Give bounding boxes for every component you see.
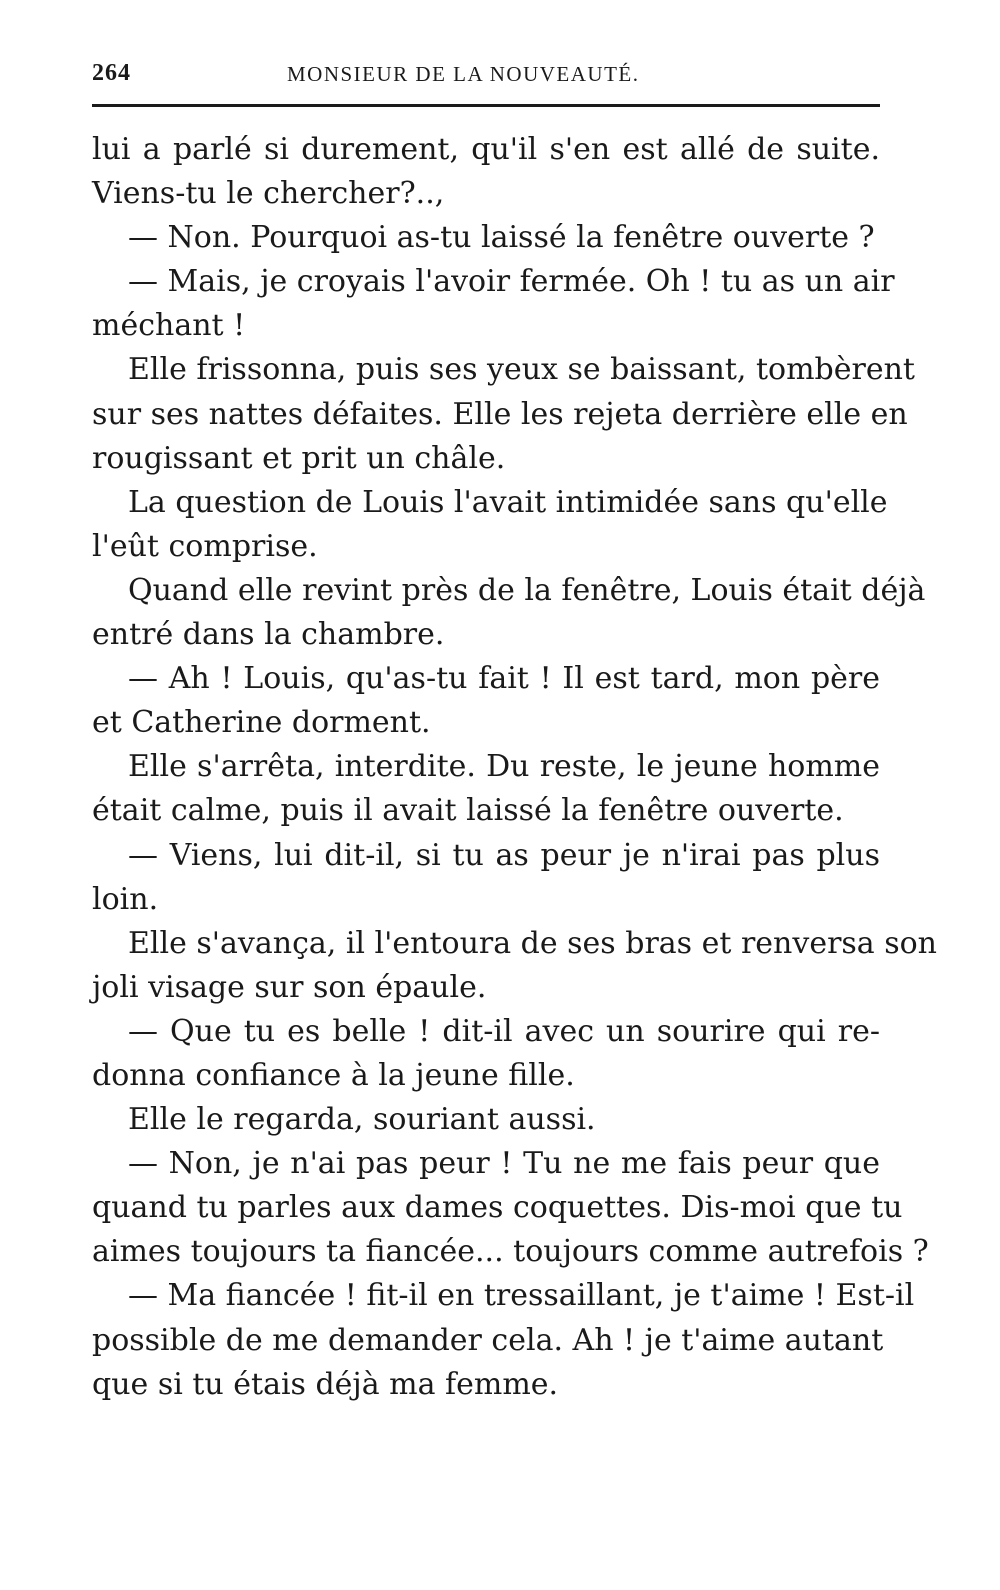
text-body bbox=[92, 128, 938, 1407]
text-line: Elle le regarda, souriant aussi. bbox=[128, 1102, 596, 1138]
text-line: — Ma fiancée ! fit-il en tressaillant, je t'aime ! Est-il bbox=[128, 1278, 915, 1314]
text-line: Quand elle revint près de la fenêtre, Louis était déjà bbox=[128, 572, 926, 608]
text-line: entré dans la chambre. bbox=[92, 617, 445, 653]
text-line: — Ah ! Louis, qu'as-tu fait ! Il est tard, mon père bbox=[128, 661, 880, 697]
text-line: quand tu parles aux dames coquettes. Dis-moi que tu bbox=[92, 1190, 903, 1226]
text-line: loin. bbox=[92, 881, 159, 917]
text-line: joli visage sur son épaule. bbox=[92, 969, 487, 1005]
text-line: Elle frissonna, puis ses yeux se baissant, tombèrent bbox=[128, 352, 915, 388]
text-line: — Viens, lui dit-il, si tu as peur je n'irai pas plus bbox=[128, 837, 880, 873]
text-line: et Catherine dorment. bbox=[92, 705, 431, 741]
page-number: 264 bbox=[92, 60, 131, 86]
text-line: lui a parlé si durement, qu'il s'en est allé de suite. bbox=[92, 132, 880, 167]
text-line: sur ses nattes défaites. Elle les rejeta derrière elle en bbox=[92, 396, 908, 432]
text-line: Elle s'arrêta, interdite. Du reste, le jeune homme bbox=[128, 749, 880, 785]
header-rule bbox=[92, 104, 880, 107]
text-line: que si tu étais déjà ma femme. bbox=[92, 1366, 559, 1402]
text-line: — Non, je n'ai pas peur ! Tu ne me fais peur que bbox=[128, 1146, 880, 1182]
text-line: — Non. Pourquoi as-tu laissé la fenêtre ouverte ? bbox=[128, 220, 875, 256]
text-line: Viens-tu le chercher?.., bbox=[92, 176, 445, 212]
text-line: Elle s'avança, il l'entoura de ses bras et renversa son bbox=[128, 925, 938, 961]
text-line: — Que tu es belle ! dit-il avec un sourire qui re- bbox=[128, 1013, 880, 1049]
page-header bbox=[92, 60, 880, 90]
text-line: donna confiance à la jeune fille. bbox=[92, 1057, 575, 1093]
text-line: rougissant et prit un châle. bbox=[92, 440, 506, 476]
text-line: aimes toujours ta fiancée... toujours comme autrefois ? bbox=[92, 1234, 929, 1270]
text-line: méchant ! bbox=[92, 308, 246, 344]
text-line: La question de Louis l'avait intimidée sans qu'elle bbox=[128, 484, 888, 520]
text-line: possible de me demander cela. Ah ! je t'aime autant bbox=[92, 1322, 884, 1358]
text-line: était calme, puis il avait laissé la fenêtre ouverte. bbox=[92, 793, 844, 829]
text-line: — Mais, je croyais l'avoir fermée. Oh ! tu as un air bbox=[128, 264, 895, 300]
running-title: MONSIEUR DE LA NOUVEAUTÉ. bbox=[287, 62, 640, 86]
text-line: l'eût comprise. bbox=[92, 528, 318, 564]
